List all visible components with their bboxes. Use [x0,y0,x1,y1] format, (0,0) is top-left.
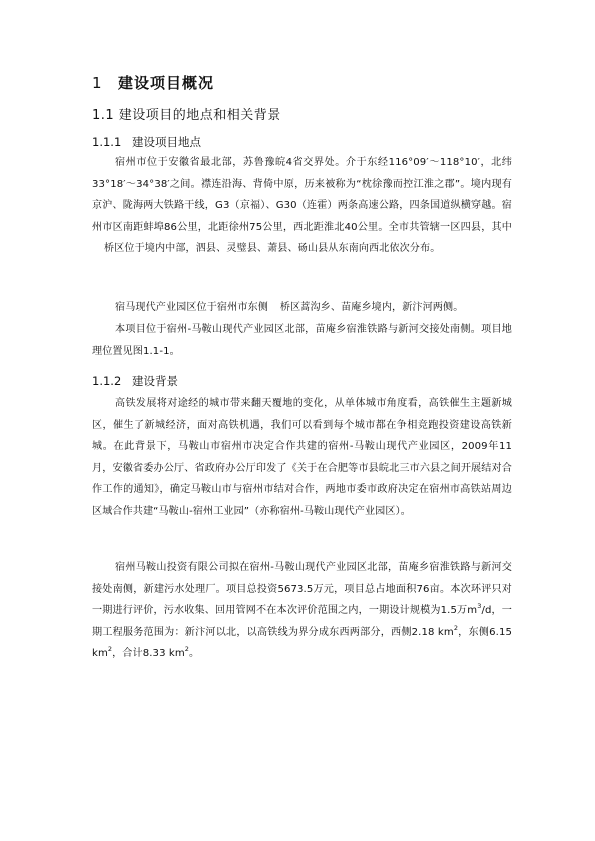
location-paragraph-1 [92,152,512,260]
location-heading [92,134,201,150]
location-paragraph-2-tail: 桥区蒿沟乡、苗庵乡境内，新汴河两侧。 [279,302,464,313]
background-paragraph-2 [92,557,512,665]
background-paragraph-2-text-c: ，东侧6.15 km [92,626,512,660]
section-heading [92,72,214,93]
superscript-cubed: 3 [477,602,482,611]
location-paragraph-1-tail: 桥区位于境内中部，泗县、灵璧县、萧县、砀山县从东南向西北依次分布。 [104,243,441,255]
subsection-heading: 1.1 建设项目的地点和相关背景 [92,108,281,123]
location-paragraph-2 [92,297,512,319]
background-paragraph-1: 高铁发展将对途经的城市带来翻天覆地的变化，从单体城市角度看，高铁催生主题新城区，催生了新城经济，面对高铁机遇，我们可以看到每个城市都在争相竞跑投资建设高铁新城。在此背景下，马鞍山市宿州市决定合作共建的宿州-马鞍山现代产业园区，2009年11月，安徽省委办公厅、省政府办公厅印发了《关于在合肥等市县皖北三市六县之间开展结对合作工作的通知》，确定马鞍山市与宿州市结对合作，两地市委市政府决定在宿州市高铁站周边区域合作共建“马鞍山-宿州工业园”（亦称宿州-马鞍山现代产业园区）。 [92,398,512,517]
location-paragraph-3: 本项目位于宿州-马鞍山现代产业园区北部，苗庵乡宿淮铁路与新河交接处南侧。项目地理位置见图1.1-1。 [92,324,512,357]
background-paragraph-2-text: 宿州马鞍山投资有限公司拟在宿州-马鞍山现代产业园区北部，苗庵乡宿淮铁路与新河交接处南侧，新建污水处理厂。项目总投资5673.5万元，项目总占地面积76亩。本次环评只对一期进行评价，污水收集、回用管网不在本次评价范围之内，一期设计规模为1.5万m [92,562,512,617]
location-number: 1.1.1 [92,135,122,149]
background-heading [92,373,178,389]
superscript-squared-3: 2 [184,645,190,654]
section-number: 1 [92,74,103,92]
background-paragraph-2-text-b: /d，一期工程服务范围为：新汴河以北，以高铁线为界分成东西两部分，西侧2.18 km [92,605,512,638]
location-paragraph-1-text: 宿州市位于安徽省最北部，苏鲁豫皖4省交界处。介于东经116°09′～118°10′，北纬33°18′～34°38′之间。襟连沿海、背倚中原，历来被称为“枕徐豫而控江淮之郡”。境内现有京沪、陇海两大铁路干线，G3（京福）、G30（连霍）两条高速公路，四条国道纵横穿越。宿州市区南距蚌埠86公里，北距徐州75公里，西北距淮北40公里。全市共管辖一区四县，其中 [92,157,512,233]
background-number: 1.1.2 [92,374,122,388]
background-title: 建设背景 [132,374,178,388]
location-paragraph-2-text: 宿马现代产业园区位于宿州市东侧 [115,302,268,313]
location-title: 建设项目地点 [132,135,201,149]
superscript-squared-1: 2 [453,623,459,632]
section-title: 建设项目概况 [118,74,215,92]
superscript-squared-2: 2 [107,645,113,654]
background-paragraph-2-text-d: ，合计8.33 km [112,648,185,660]
background-paragraph-2-text-e: 。 [189,648,200,660]
